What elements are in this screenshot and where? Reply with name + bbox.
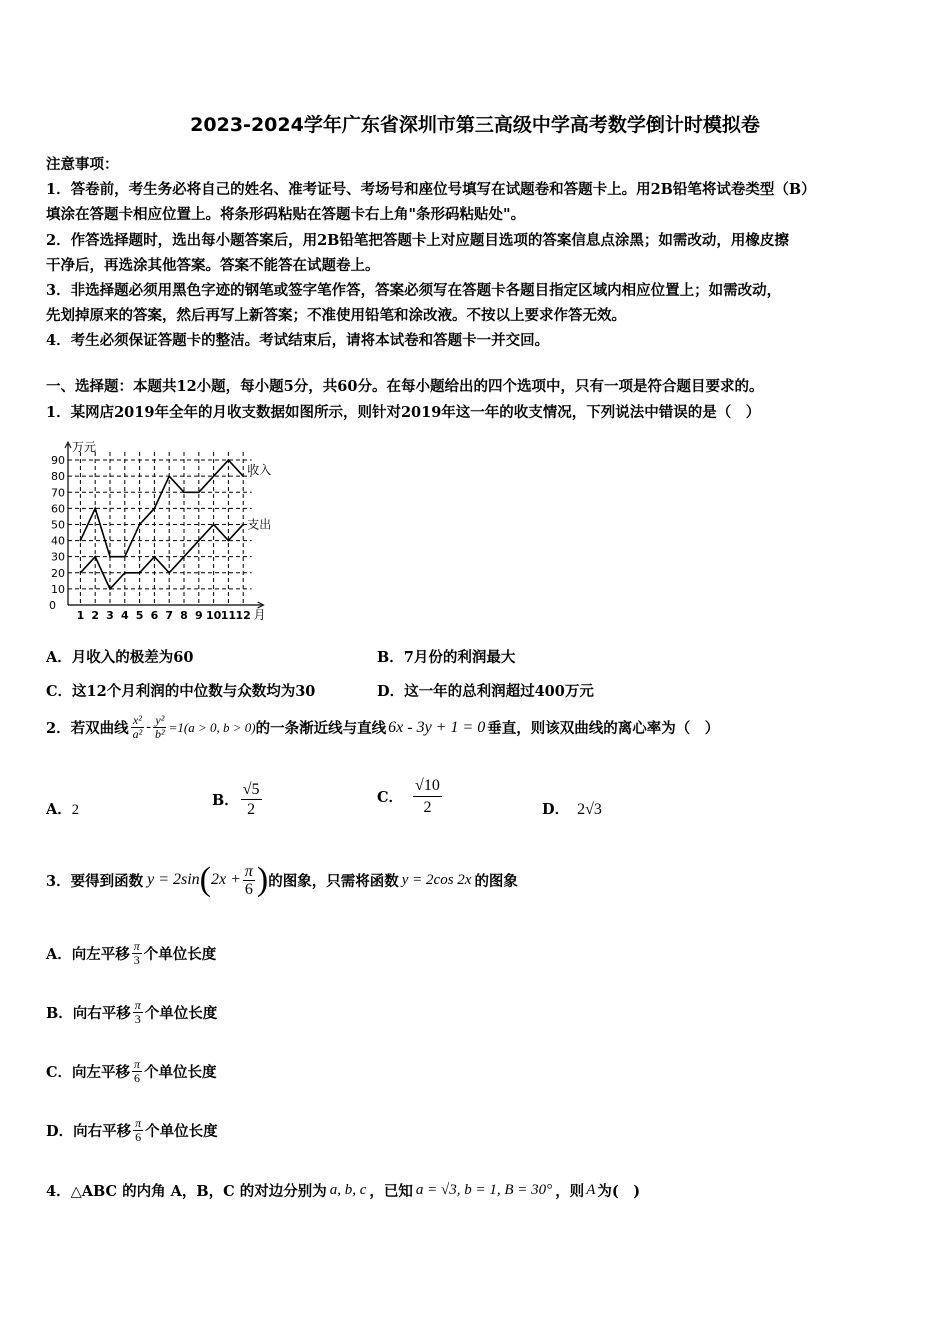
q3-option-c[interactable]: C．向左平移 $\frac{\pi}{6}$ 个单位长度 (46, 1057, 217, 1085)
data-point (154, 556, 156, 558)
data-point (139, 524, 141, 526)
data-point (94, 508, 96, 510)
q2-option-c[interactable]: C． $\frac{√10}{2}$ (377, 777, 440, 816)
data-point (213, 475, 215, 477)
y-tick-label: 60 (51, 502, 65, 516)
y-tick-label: 0 (49, 599, 56, 612)
page-title: 2023-2024学年广东省深圳市第三高级中学高考数学倒计时模拟卷 (190, 114, 760, 136)
x-tick-label: 8 (180, 609, 188, 622)
y-tick-label: 30 (51, 550, 65, 564)
q4-text: 4．△ABC 的内角 A，B，C 的对边分别为 (46, 1183, 327, 1200)
q2-tail-text: 垂直，则该双曲线的离心率为（ ） (487, 720, 720, 737)
data-point (109, 588, 111, 590)
notice-heading: 注意事项： (46, 156, 119, 173)
notice-line: 填涂在答题卡相应位置上。将条形码粘贴在答题卡右上角"条形码粘贴处"。 (46, 206, 526, 223)
data-point (168, 572, 170, 574)
q2-option-a[interactable]: A．2 (46, 801, 80, 818)
notice-line: 先划掉原来的答案，然后再写上新答案；不准使用铅笔和涂改液。不按以上要求作答无效。 (46, 307, 626, 324)
q4-angle-a: A (586, 1182, 596, 1198)
q2-number: 2．若双曲线 (46, 720, 129, 737)
y-tick-label: 90 (51, 454, 65, 468)
q3-option-d[interactable]: D．向右平移 $\frac{\pi}{6}$ 个单位长度 (46, 1116, 218, 1144)
q2-option-d[interactable]: D． 2√3 (542, 801, 602, 818)
hyperbola-condition: =1(a > 0, b > 0) (168, 719, 256, 735)
data-point (213, 524, 215, 526)
data-point (198, 491, 200, 493)
x-axis-label: 月 (253, 608, 266, 622)
data-point (242, 475, 244, 477)
q3-tail-text: 的图象 (474, 872, 518, 890)
q3-mid-text: 的图象，只需将函数 (268, 872, 399, 890)
x-tick-label: 4 (120, 609, 129, 622)
series-label: 支出 (247, 517, 272, 532)
line-equation: 6x - 3y + 1 = 0 (388, 718, 486, 736)
x-tick-label: 5 (135, 609, 144, 622)
series-label: 收入 (247, 463, 272, 478)
q3-source-function: y = 2cos 2x (401, 871, 472, 888)
x-tick-label: 3 (106, 609, 114, 622)
y-tick-label: 10 (51, 582, 65, 596)
data-point (124, 572, 126, 574)
q4-stem: 4．△ABC 的内角 A，B，C 的对边分别为 a, b, c ，已知 a = √3, b = 1, B = 30° ，则 A 为( ) (46, 1182, 641, 1200)
q2-option-b[interactable]: B． $\frac{√5}{2}$ (212, 781, 260, 818)
x-tick-label: 7 (165, 609, 174, 622)
x-tick-label: 12 (235, 609, 251, 622)
y-tick-label: 40 (51, 534, 65, 548)
y-tick-label: 50 (51, 518, 65, 532)
q3-number: 3．要得到函数 (46, 872, 144, 890)
data-point (94, 556, 96, 558)
data-point (168, 475, 170, 477)
data-point (228, 540, 230, 542)
data-point (109, 556, 111, 558)
q2-mid-text: 的一条渐近线与直线 (255, 720, 387, 737)
data-point (124, 556, 126, 558)
x-tick-label: 10 (205, 609, 222, 622)
data-point (183, 556, 185, 558)
q4-conditions: a = √3, b = 1, B = 30° (415, 1182, 553, 1198)
x-tick-label: 1 (76, 609, 85, 622)
q3-stem: 3．要得到函数 y = 2sin ( 2x + $\frac{\pi}{6}$ ) 的图象，只需将函数 y = 2cos 2x 的图象 (46, 861, 518, 898)
data-point (242, 524, 244, 526)
q3-target-function: y = 2sin (147, 871, 200, 888)
q2-stem: 2．若双曲线 $\frac{\text{x²}}{\text{a²}}$ - $\frac{\text{y²}}{\text{b²}}$ =1(a > 0, b > 0) 的一条渐近线与直线 6x - 3y + 1 = 0 垂直，则该双曲线的离心率为（ ） (46, 713, 720, 741)
q3-option-a[interactable]: A．向左平移 $\frac{\pi}{3}$ 个单位长度 (46, 939, 217, 967)
data-point (80, 572, 82, 574)
notice-line: 4．考生必须保证答题卡的整洁。考试结束后，请将本试卷和答题卡一并交回。 (46, 332, 550, 349)
q1-stem: 1．某网店2019年全年的月收支数据如图所示，则针对2019年这一年的收支情况，下列说法中错误的是（ ） (46, 404, 761, 421)
data-point (80, 540, 82, 542)
frac-y2-b2: $\frac{\text{y²}}{\text{b²}}$ (155, 713, 165, 741)
data-point (139, 572, 141, 574)
income-expense-chart (42, 440, 292, 625)
q1-option-d[interactable]: D．这一年的总利润超过400万元 (377, 683, 594, 700)
chart-grid (68, 452, 252, 605)
data-point (198, 540, 200, 542)
data-point (183, 491, 185, 493)
x-tick-label: 9 (194, 609, 203, 622)
q4-sides: a, b, c (329, 1182, 367, 1198)
notice-line: 干净后，再选涂其他答案。答案不能答在试题卷上。 (46, 257, 380, 274)
data-point (154, 508, 156, 510)
y-axis-label: 万元 (72, 440, 97, 454)
notice-line: 2．作答选择题时，选出每小题答案后，用2B铅笔把答题卡上对应题目选项的答案信息点涂黑；如需改动，用橡皮擦 (46, 232, 789, 249)
x-tick-label: 11 (220, 609, 237, 622)
y-tick-label: 20 (51, 566, 65, 580)
q1-option-b[interactable]: B．7月份的利润最大 (377, 649, 516, 666)
notice-line: 1．答卷前，考生务必将自己的姓名、准考证号、考场号和座位号填写在试题卷和答题卡上。用2B铅笔将试卷类型（B） (46, 181, 816, 198)
q1-option-c[interactable]: C．这12个月利润的中位数与众数均为30 (46, 683, 316, 700)
x-tick-label: 2 (91, 609, 100, 622)
y-tick-label: 80 (51, 470, 65, 484)
frac-x2-a2: $\frac{\text{x²}}{\text{a²}}$ (132, 713, 143, 741)
q3-option-b[interactable]: B．向右平移 $\frac{\pi}{3}$ 个单位长度 (46, 998, 218, 1026)
section-heading: 一、选择题：本题共12小题，每小题5分，共60分。在每小题给出的四个选项中，只有一项是符合题目要求的。 (46, 378, 764, 395)
y-tick-label: 70 (51, 486, 65, 500)
notice-line: 3．非选择题必须用黑色字迹的钢笔或签字笔作答，答案必须写在答题卡各题目指定区域内相应位置上；如需改动， (46, 282, 782, 299)
x-tick-label: 6 (150, 609, 159, 622)
q1-option-a[interactable]: A．月收入的极差为60 (46, 649, 194, 666)
data-point (228, 459, 230, 461)
